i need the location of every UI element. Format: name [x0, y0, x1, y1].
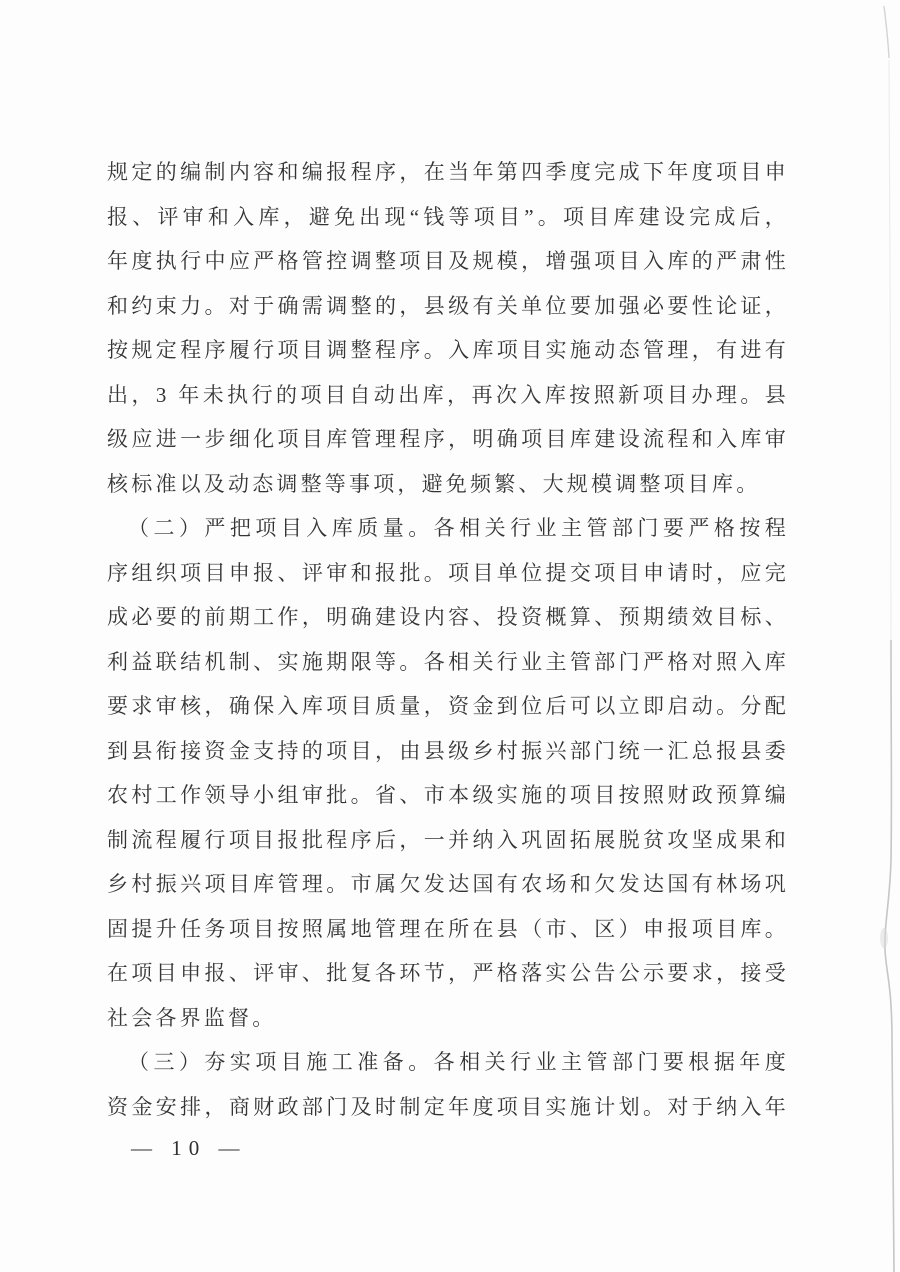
document-line: 农村工作领导小组审批。省、市本级实施的项目按照财政预算编	[107, 783, 789, 807]
document-line: 级应进一步细化项目库管理程序，明确项目库建设流程和入库审	[107, 427, 789, 451]
document-line: 制流程履行项目报批程序后，一并纳入巩固拓展脱贫攻坚成果和	[107, 827, 789, 852]
document-line: 要求审核，确保入库项目质量，资金到位后可以立即启动。分配	[107, 694, 789, 718]
document-line: 按规定程序履行项目调整程序。入库项目实施动态管理，有进有	[107, 338, 789, 362]
document-line paragraph-start: （三）夯实项目施工准备。各相关行业主管部门要根据年度	[128, 1050, 789, 1074]
document-line paragraph-start: （二）严把项目入库质量。各相关行业主管部门要严格按程	[128, 516, 789, 540]
document-line: 成必要的前期工作，明确建设内容、投资概算、预期绩效目标、	[107, 605, 789, 629]
document-line: 社会各界监督。	[107, 1005, 277, 1030]
document-line: 固提升任务项目按照属地管理在所在县（市、区）申报项目库。	[107, 916, 789, 941]
document-line: 出，3 年未执行的项目自动出库，再次入库按照新项目办理。县	[107, 382, 789, 407]
document-line: 序组织项目申报、评审和报批。项目单位提交项目申请时，应完	[107, 560, 789, 585]
document-line: 在项目申报、评审、批复各环节，严格落实公告公示要求，接受	[107, 961, 789, 985]
document-line: 资金安排，商财政部门及时制定年度项目实施计划。对于纳入年	[107, 1094, 789, 1119]
document-line: 核标准以及动态调整等事项，避免频繁、大规模调整项目库。	[107, 471, 761, 496]
document-body-text	[107, 150, 789, 1129]
document-line: 利益联结机制、实施期限等。各相关行业主管部门严格对照入库	[107, 649, 789, 674]
document-line: 规定的编制内容和编报程序，在当年第四季度完成下年度项目申	[107, 160, 789, 184]
page-number: — 10 —	[131, 1136, 247, 1160]
document-line: 和约束力。对于确需调整的，县级有关单位要加强必要性论证，	[107, 293, 789, 318]
scan-edge-artifact	[866, 0, 900, 1272]
document-line: 报、评审和入库，避免出现“钱等项目”。项目库建设完成后，	[107, 204, 789, 229]
document-line: 乡村振兴项目库管理。市属欠发达国有农场和欠发达国有林场巩	[107, 872, 789, 896]
document-line: 年度执行中应严格管控调整项目及规模，增强项目入库的严肃性	[107, 249, 789, 273]
document-line: 到县衔接资金支持的项目，由县级乡村振兴部门统一汇总报县委	[107, 738, 789, 763]
